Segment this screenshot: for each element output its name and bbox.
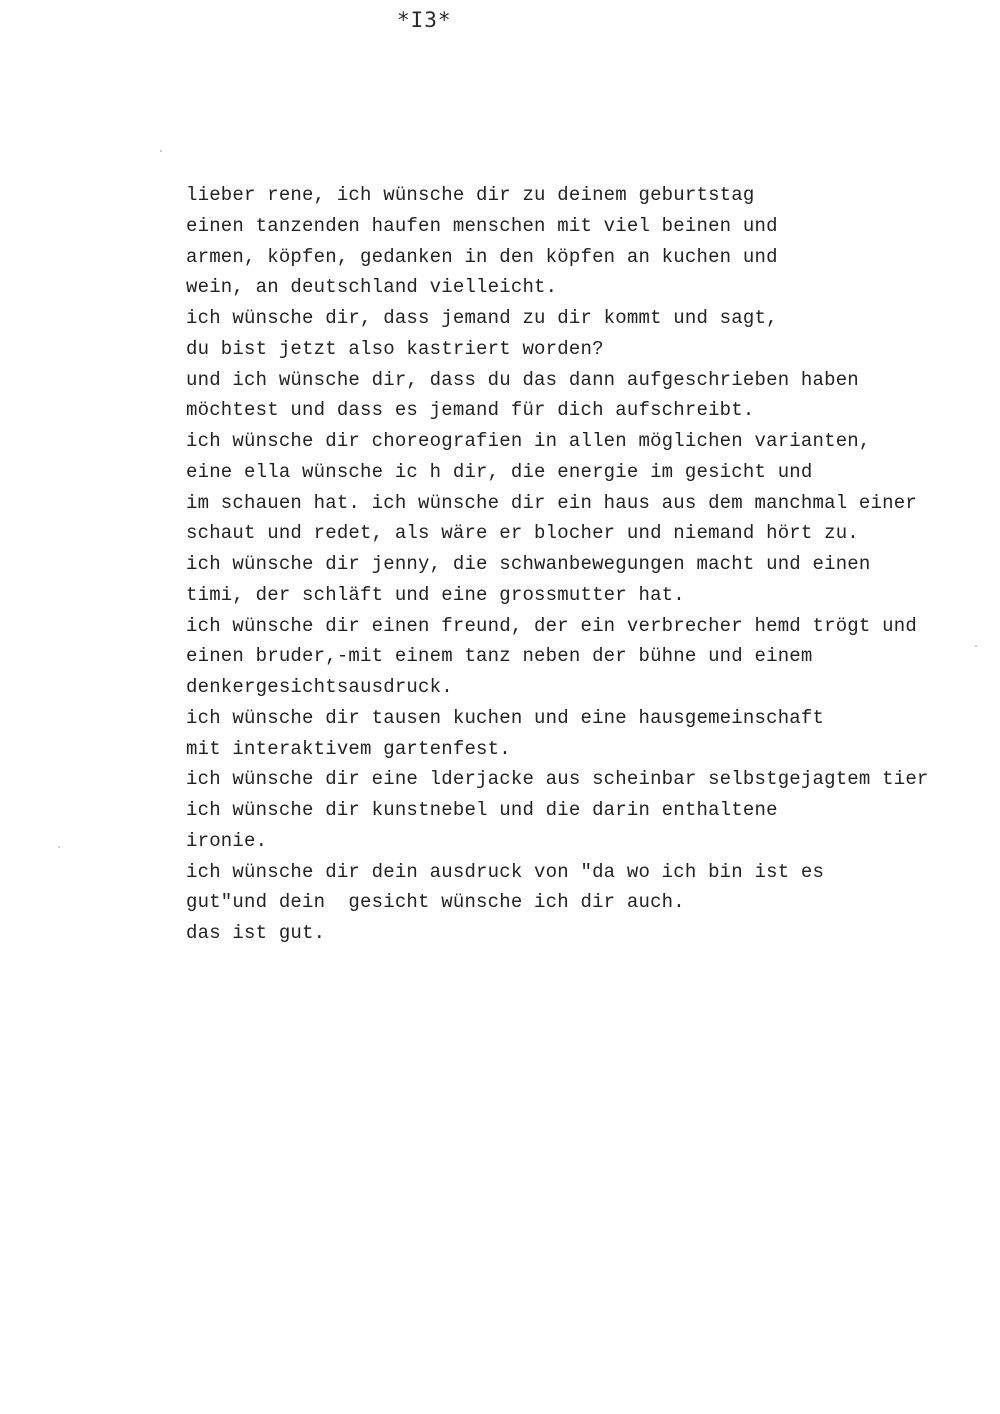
text-line: mit interaktivem gartenfest. — [186, 737, 511, 760]
paper-speck — [58, 846, 60, 848]
text-line: ich wünsche dir eine lderjacke aus scheinbar selbstgejagtem tier — [186, 768, 929, 791]
text-line: ich wünsche dir einen freund, der ein verbrecher hemd trögt und — [186, 614, 917, 637]
text-line: lieber rene, ich wünsche dir zu deinem geburtstag — [186, 184, 755, 206]
text-line: armen, köpfen, gedanken in den köpfen an kuchen und — [186, 245, 778, 268]
text-line: einen tanzenden haufen menschen mit viel beinen und — [186, 214, 778, 237]
text-line: das ist gut. — [186, 922, 326, 944]
paper-speck — [975, 645, 977, 647]
text-line: einen bruder,-mit einem tanz neben der bühne und einem — [186, 645, 813, 668]
page-number: *I3* — [397, 8, 452, 32]
text-line: ich wünsche dir kunstnebel und die darin enthaltene — [186, 799, 778, 821]
text-line: eine ella wünsche ic h dir, die energie im gesicht und — [186, 460, 813, 483]
text-line: ich wünsche dir jenny, die schwanbewegungen macht und einen — [186, 553, 871, 575]
letter-body — [186, 180, 929, 949]
text-line: ich wünsche dir choreografien in allen möglichen varianten, — [186, 430, 871, 452]
paper-speck — [160, 150, 162, 152]
text-line: möchtest und dass es jemand für dich aufschreibt. — [186, 399, 755, 422]
text-line: schaut und redet, als wäre er blocher und niemand hört zu. — [186, 522, 859, 545]
text-line: gut"und dein gesicht wünsche ich dir auch. — [186, 891, 685, 914]
text-line: ich wünsche dir, dass jemand zu dir kommt und sagt, — [186, 307, 778, 329]
text-line: und ich wünsche dir, dass du das dann aufgeschrieben haben — [186, 368, 859, 391]
text-line: ich wünsche dir tausen kuchen und eine hausgemeinschaft — [186, 706, 825, 729]
text-line: ironie. — [186, 829, 268, 852]
text-line: denkergesichtsausdruck. — [186, 676, 453, 698]
text-line: du bist jetzt also kastriert worden? — [186, 337, 604, 360]
text-line: wein, an deutschland vielleicht. — [186, 276, 558, 299]
text-line: timi, der schläft und eine grossmutter hat. — [186, 583, 685, 606]
text-line: ich wünsche dir dein ausdruck von "da wo ich bin ist es — [186, 860, 825, 883]
text-line: im schauen hat. ich wünsche dir ein haus aus dem manchmal einer — [186, 491, 917, 514]
